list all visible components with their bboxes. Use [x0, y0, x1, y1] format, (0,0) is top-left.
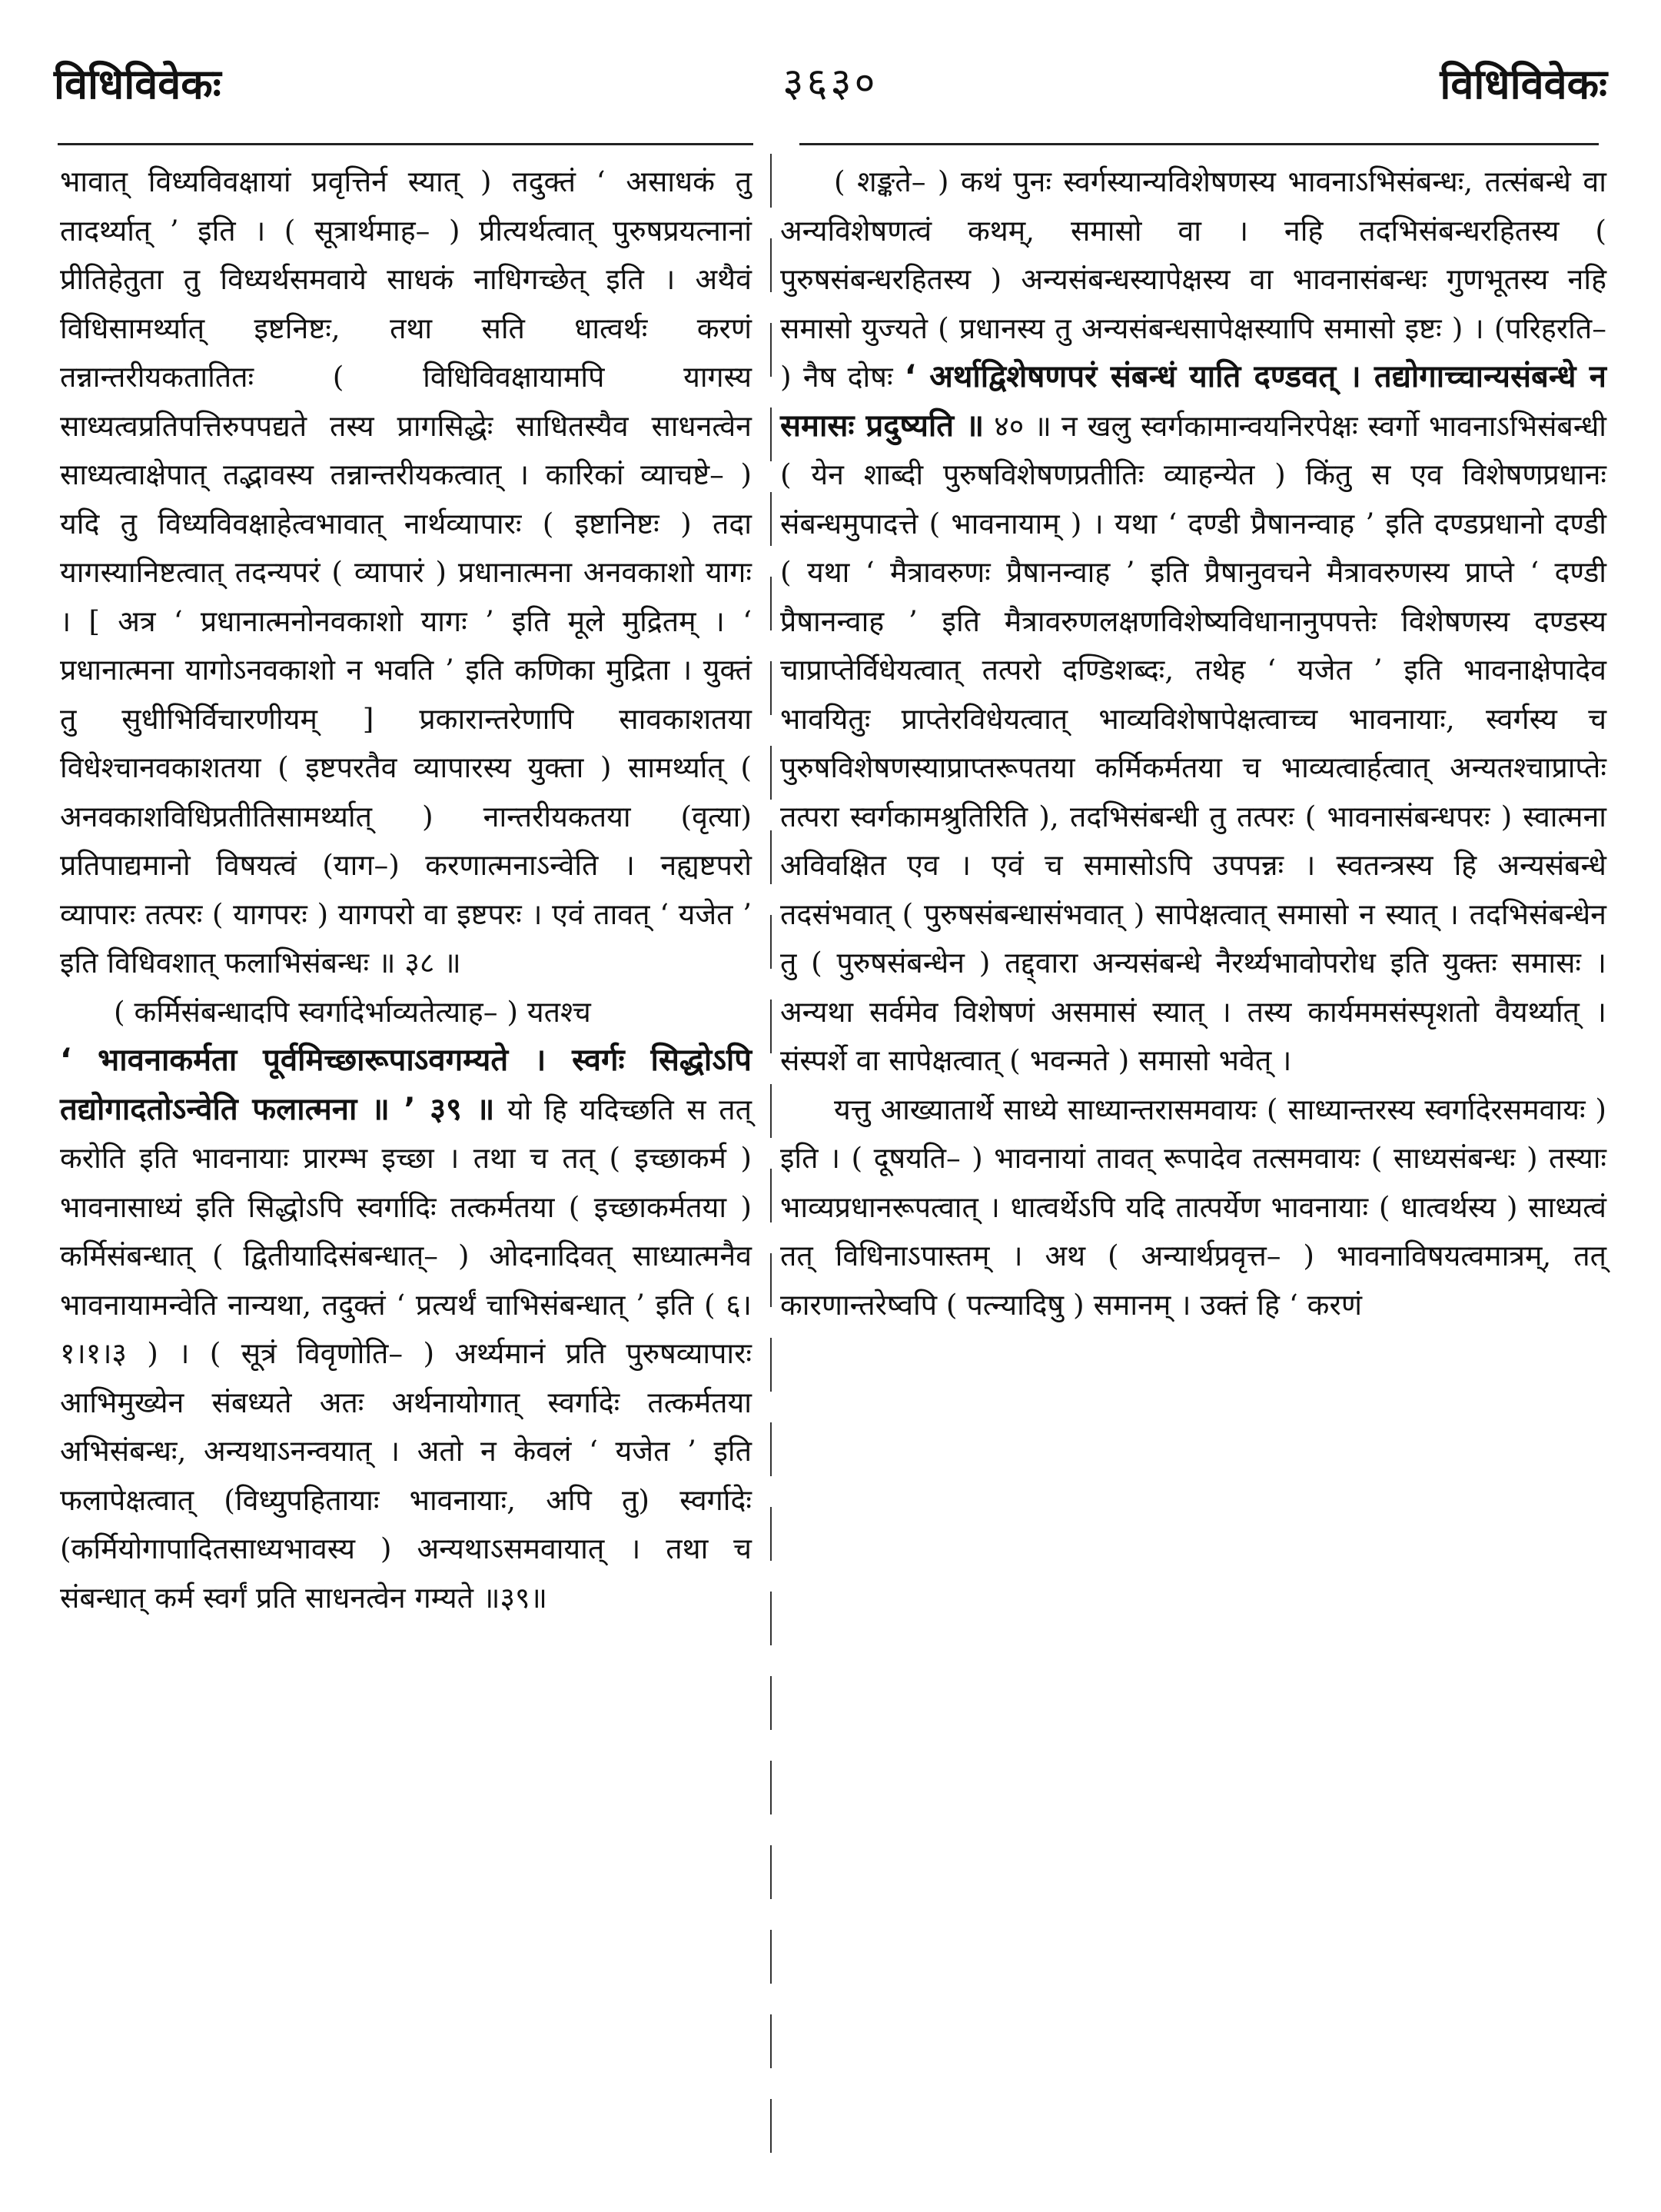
column-divider	[770, 154, 772, 2153]
paragraph	[780, 158, 1606, 1086]
paragraph	[60, 1036, 752, 1622]
commentary-text: यो हि यदिच्छति स तत् करोति इति भावनायाः प्रारम्भ इच्छा । तथा च तत् ( इच्छाकर्म ) भावनासाध्यं इति सिद्धोऽपि स्वर्गादिः तत्कर्मतया ( इच्छाकर्मतया ) कर्मिसंबन्धात् ( द्वितीयादिसंबन्धात्– ) ओदनादिवत् साध्यात्मनैव भावनायामन्वेति नान्यथा, तदुक्तं ‘ प्रत्यर्थं चाभिसंबन्धात् ’ इति ( ६।१।१।३ ) । ( सूत्रं विवृणोति– ) अर्थ्यमानं प्रति पुरुषव्यापारः आभिमुख्येन संबध्यते अतः अर्थनायोगात् स्वर्गादेः तत्कर्मतया अभिसंबन्धः, अन्यथाऽनन्वयात् । अतो न केवलं ‘ यजेत ’ इति फलापेक्षत्वात् (विध्युपहितायाः भावनायाः, अपि तु) स्वर्गादेः (कर्मियोगापादितसाध्यभावस्य ) अन्यथाऽसमवायात् । तथा च संबन्धात् कर्म स्वर्गं प्रति साधनत्वेन गम्यते ॥३९॥	[60, 1092, 752, 1615]
page-header	[54, 54, 1607, 123]
karika-verse: ‘ अर्थाद्विशेषणपरं संबन्धं याति दण्डवत् । तद्योगाच्चान्यसंबन्धे न समासः प्रदुष्यति ॥	[780, 359, 1606, 444]
commentary-text: यत्तु आख्यातार्थे साध्ये साध्यान्तरासमवायः ( साध्यान्तरस्य स्वर्गादेरसमवायः ) इति । ( दूषयति– ) भावनायां तावत् रूपादेव तत्समवायः ( साध्यसंबन्धः ) तस्याः भाव्यप्रधानरूपत्वात् । धात्वर्थेऽपि यदि तात्पर्येण भावनायाः ( धात्वर्थस्य ) साध्यत्वं तत् विधिनाऽपास्तम् । अथ ( अन्यार्थप्रवृत्त– ) भावनाविषयत्वमात्रम्, तत् कारणान्तरेष्वपि ( पत्न्यादिषु ) समानम् । उक्तं हि ‘ करणं	[780, 1092, 1606, 1322]
left-column	[60, 158, 752, 1622]
paragraph	[60, 988, 752, 1037]
commentary-text: ४० ॥ न खलु स्वर्गकामान्वयनिरपेक्षः स्वर्गो भावनाऽभिसंबन्धी ( येन शाब्दी पुरुषविशेषणप्रतीतिः व्याहन्येत ) किंतु स एव विशेषणप्रधानः संबन्धमुपादत्ते ( भावनायाम् ) । यथा ‘ दण्डी प्रैषानन्वाह ’ इति दण्डप्रधानो दण्डी ( यथा ‘ मैत्रावरुणः प्रैषानन्वाह ’ इति प्रैषानुवचने मैत्रावरुणस्य प्राप्ते ‘ दण्डी प्रैषानन्वाह ’ इति मैत्रावरुणलक्षणविशेष्यविधानानुपपत्तेः विशेषणस्य दण्डस्य चाप्राप्तेर्विधेयत्वात् तत्परो दण्डिशब्दः, तथेह ‘ यजेत ’ इति भावनाक्षेपादेव भावयितुः प्राप्तेरविधेयत्वात् भाव्यविशेषापेक्षत्वाच्च भावनायाः, स्वर्गस्य च पुरुषविशेषणस्याप्राप्तरूपतया कर्मिकर्मतया च भाव्यत्वार्हत्वात् अन्यतश्चाप्राप्तेः तत्परा स्वर्गकामश्रुतिरिति ), तदभिसंबन्धी तु तत्परः ( भावनासंबन्धपरः ) स्वात्मना अविवक्षित एव । एवं च समासोऽपि उपपन्नः । स्वतन्त्रस्य हि अन्यसंबन्धे तदसंभवात् ( पुरुषसंबन्धासंभवात् ) सापेक्षत्वात् समासो न स्यात् । तदभिसंबन्धेन तु ( पुरुषसंबन्धेन ) तद्द्वारा अन्यसंबन्धे नैरर्थ्यभावोपरोध इति युक्तः समासः । अन्यथा सर्वमेव विशेषणं असमासं स्यात् । तस्य कार्यममसंस्पृशतो वैयर्थ्यात् । संस्पर्शे वा सापेक्षत्वात् ( भवन्मते ) समासो भवेत् ।	[780, 408, 1607, 1077]
page-number: ३६३०	[782, 60, 879, 106]
right-column	[780, 158, 1606, 1329]
commentary-text: भावात् विध्यविवक्षायां प्रवृत्तिर्न स्यात् ) तदुक्तं ‘ असाधकं तु तादर्थ्यात् ’ इति । ( सूत्रार्थमाह– ) प्रीत्यर्थत्वात् पुरुषप्रयत्नानां प्रीतिहेतुता तु विध्यर्थसमवाये साधकं नाधिगच्छेत् इति । अथैवं विधिसामर्थ्यात् इष्टनिष्टः, तथा सति धात्वर्थः करणं तन्नान्तरीयकतातितः ( विधिविवक्षायामपि यागस्य साध्यत्वप्रतिपत्तिरुपपद्यते तस्य प्रागसिद्धेः साधितस्यैव साधनत्वेन साध्यत्वाक्षेपात् तद्भावस्य तन्नान्तरीयकत्वात् । कारिकां व्याचष्टे– ) यदि तु विध्यविवक्षाहेत्वभावात् नार्थव्यापारः ( इष्टानिष्टः ) तदा यागस्यानिष्टत्वात् तदन्यपरं ( व्यापारं ) प्रधानात्मना अनवकाशो यागः । [ अत्र ‘ प्रधानात्मनोनवकाशो यागः ’ इति मूले मुद्रितम् । ‘ प्रधानात्मना यागोऽनवकाशो न भवति ’ इति कणिका मुद्रिता । युक्तं तु सुधीभिर्विचारणीयम् ] प्रकारान्तरेणापि सावकाशतया विधेश्चानवकाशतया ( इष्टपरतैव व्यापारस्य युक्ता ) सामर्थ्यात् ( अनवकाशविधिप्रतीतिसामर्थ्यात् ) नान्तरीयकतया (वृत्या) प्रतिपाद्यमानो विषयत्वं (याग–) करणात्मनाऽन्वेति । नह्यष्टपरो व्यापारः तत्परः ( यागपरः ) यागपरो वा इष्टपरः । एवं तावत् ‘ यजेत ’ इति विधिवशात् फलाभिसंबन्धः ॥ ३८ ॥	[60, 165, 752, 980]
commentary-text: ( कर्मिसंबन्धादपि स्वर्गादेर्भाव्यतेत्याह– ) यतश्च	[114, 994, 591, 1029]
running-title-right: विधिविवेकः	[1440, 60, 1607, 108]
header-rule-left	[58, 143, 753, 145]
running-title-left: विधिविवेकः	[54, 60, 221, 108]
paragraph	[60, 158, 752, 988]
header-rule-right	[799, 143, 1599, 145]
commentary-text: ( शङ्कते– ) कथं पुनः स्वर्गस्यान्यविशेषणस्य भावनाऽभिसंबन्धः, तत्संबन्धे वा अन्यविशेषणत्वं कथम्, समासो वा । नहि तदभिसंबन्धरहितस्य ( पुरुषसंबन्धरहितस्य ) अन्यसंबन्धस्यापेक्षस्य वा भावनासंबन्धः गुणभूतस्य नहि समासो युज्यते ( प्रधानस्य तु अन्यसंबन्धसापेक्षस्यापि समासो इष्टः ) । (परिहरति– ) नैष दोषः	[780, 165, 1606, 394]
paragraph	[780, 1086, 1606, 1330]
karika-verse: ‘ भावनाकर्मता पूर्वमिच्छारूपाऽवगम्यते । स्वर्गः सिद्धोऽपि तद्योगादतोऽन्वेति फलात्मना ॥ ’ ३९ ॥	[60, 1043, 752, 1127]
